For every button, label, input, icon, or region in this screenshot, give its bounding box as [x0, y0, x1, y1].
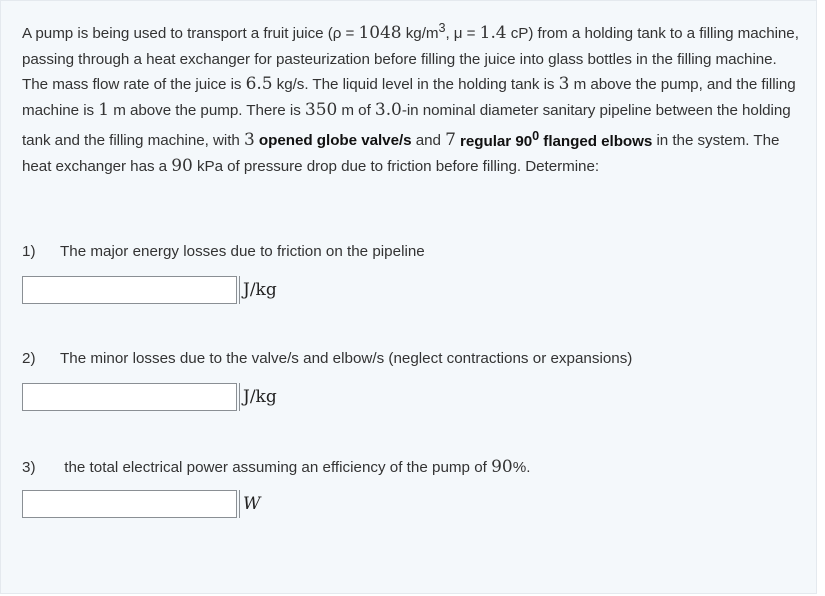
- pipe-diameter-value: 3.0: [374, 99, 402, 120]
- unit-label: W: [239, 490, 260, 518]
- question-1: [22, 243, 425, 260]
- exponent: 3: [438, 21, 446, 35]
- question-2: [22, 350, 632, 367]
- filler-height-value: 1: [98, 99, 110, 120]
- viscosity-value: 1.4: [479, 23, 507, 44]
- valves-text: opened globe valve/s: [254, 132, 412, 150]
- question-number: 2): [22, 350, 36, 367]
- problem-text: m of: [337, 101, 375, 119]
- degree-sup: 0: [532, 128, 540, 143]
- density-value: 1048: [358, 23, 402, 44]
- answer-row-3: [22, 488, 260, 520]
- elbow-count-value: 7: [445, 130, 456, 151]
- problem-text: , μ =: [445, 25, 480, 43]
- pipe-length-value: 350: [304, 99, 338, 120]
- question-text: The minor losses due to the valve/s and elbow/s (neglect contractions or expansions): [60, 350, 633, 367]
- elbows-text-a: regular 90: [455, 132, 533, 150]
- question-3: [22, 457, 530, 477]
- tank-level-value: 3: [558, 74, 570, 95]
- valve-count-value: 3: [243, 130, 255, 151]
- problem-text: cP) from a holding tank to a filling machine, passing through a heat exchanger for pasteurization before filling the juice into glass bottles in the filling machine. The mass flow rate of the juice is: [22, 25, 799, 94]
- problem-text: m above the pump. There is: [109, 101, 305, 119]
- problem-statement: [22, 16, 802, 180]
- question-text: the total electrical power assuming an efficiency of the pump of: [60, 459, 492, 476]
- problem-text: kPa of pressure drop due to friction before filling. Determine:: [192, 158, 600, 176]
- problem-text: m above the pump, and the filling machine is: [22, 76, 796, 119]
- question-number: 1): [22, 243, 36, 260]
- problem-text: -in nominal diameter sanitary pipeline between the holding tank and the filling machine, with: [22, 101, 791, 150]
- answer-input-3[interactable]: [22, 490, 237, 518]
- question-text: %.: [512, 459, 531, 476]
- elbows-text: [455, 128, 653, 150]
- problem-text: A pump is being used to transport a fruit juice (ρ =: [22, 25, 359, 43]
- problem-text: in the system. The heat exchanger has a: [22, 132, 780, 176]
- elbows-text-b: flanged elbows: [539, 132, 653, 150]
- unit-label: J/kg: [239, 383, 277, 411]
- mass-flow-value: 6.5: [245, 74, 273, 95]
- unit-label: J/kg: [239, 276, 277, 304]
- pressure-drop-value: 90: [171, 156, 193, 177]
- answer-input-2[interactable]: [22, 383, 237, 411]
- question-text: The major energy losses due to friction on the pipeline: [60, 243, 425, 260]
- problem-text: and: [411, 132, 446, 150]
- answer-input-1[interactable]: [22, 276, 237, 304]
- problem-text: kg/m: [401, 25, 439, 43]
- answer-row-2: [22, 381, 277, 413]
- problem-text: kg/s. The liquid level in the holding tank is: [272, 76, 559, 94]
- efficiency-value: 90: [491, 457, 513, 477]
- question-number: 3): [22, 459, 36, 476]
- answer-row-1: [22, 274, 277, 306]
